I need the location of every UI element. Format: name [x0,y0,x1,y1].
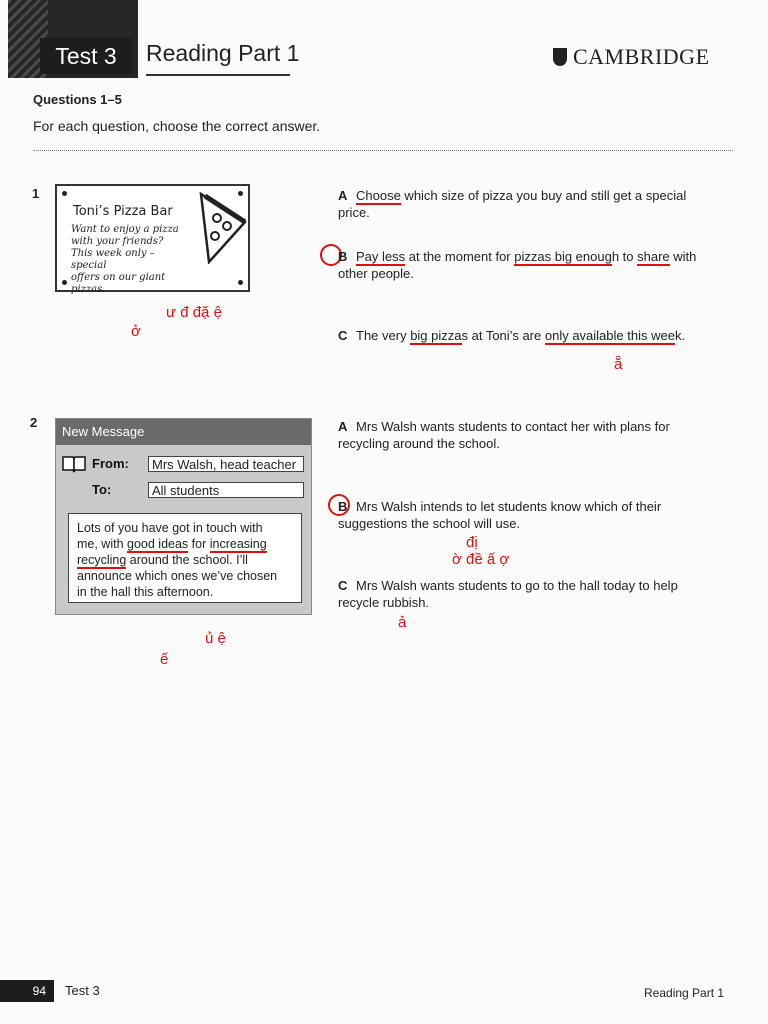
option-letter: B [338,499,348,514]
page-number: 94 [0,980,54,1002]
address-book-icon [62,455,86,473]
option-letter: A [338,188,348,203]
option-text: The very [356,328,411,343]
handwritten-note: ư đ đặ ệ [166,304,222,321]
q1-option-b[interactable] [338,248,713,282]
questions-range: Questions 1–5 [33,92,122,107]
handwritten-note: ở [131,323,141,340]
handwritten-note: đị [466,534,478,551]
pizza-slice-icon [195,192,249,264]
pizza-notice [55,184,250,295]
option-text: Mrs Walsh wants students to go to the hall today to help recycle rubbish. [338,578,678,610]
notice-text [71,224,191,296]
q1-option-a[interactable] [338,187,718,221]
to-field: All students [148,482,304,498]
part-title-rule [146,74,290,76]
from-label: From: [92,456,129,471]
option-text: s at Toni’s are [461,328,545,343]
from-field: Mrs Walsh, head teacher [148,456,304,472]
handwritten-note: ế [160,651,169,668]
q1-option-c[interactable] [338,327,718,344]
underlined-text: recycling [77,553,127,567]
notice-line: offers on our giant pizzas. [71,272,166,295]
shield-icon [553,48,567,66]
option-text: Mrs Walsh intends to let students know which of their suggestions the school will use. [338,499,662,531]
instruction: For each question, choose the correct answer. [33,118,321,134]
question-number-1: 1 [32,186,40,201]
handwritten-note: ẵ [614,356,623,373]
option-text: h to [611,249,638,264]
option-text: at the moment for [405,249,515,264]
part-title: Reading Part 1 [146,40,300,66]
underlined-text: Pay less [356,249,406,264]
pin-icon [62,280,67,285]
body-text: me, with [77,537,128,551]
underlined-text: good ideas [127,537,189,551]
body-line: Lots of you have got in touch with [77,521,263,535]
underlined-text: share [637,249,670,264]
question-number-2: 2 [30,415,38,430]
body-line: announce which ones we’ve chosen [77,569,278,583]
handwritten-note: ờ đề ấ ợ [452,551,510,568]
notice-title: Toni’s Pizza Bar [73,204,173,219]
handwritten-note: ủ ệ [205,630,226,647]
footer-test-label: Test 3 [65,983,100,998]
pin-icon [238,280,243,285]
body-line [77,536,293,552]
underlined-text: pizzas big enoug [514,249,612,264]
dotted-divider [33,150,733,151]
handwritten-note: ả [398,614,407,631]
body-line [77,552,293,568]
body-text: around the school. I’ll [126,553,248,567]
underlined-text: Choose [356,188,401,203]
q2-option-c[interactable] [338,577,698,611]
to-label: To: [92,482,112,497]
notice-line: with your friends? [71,236,164,247]
notice-line: This week only – special [71,248,155,271]
message-window [55,418,312,615]
notice-line: Want to enjoy a pizza [71,224,179,235]
message-body [68,513,302,603]
underlined-text: big pizza [410,328,462,343]
message-window-title: New Message [56,419,311,445]
underlined-text: increasing [209,537,267,551]
brand-name: CAMBRIDGE [573,44,710,69]
option-letter: A [338,419,348,434]
option-text: which size of pizza you buy and still get a special price. [338,188,687,220]
option-letter: C [338,328,348,343]
cambridge-logo [553,44,710,70]
pin-icon [62,191,67,196]
underlined-text: only available this wee [544,328,675,343]
body-text: for [188,537,210,551]
option-letter: B [338,249,348,264]
test-label: Test 3 [40,38,132,74]
option-letter: C [338,578,348,593]
option-text: Mrs Walsh wants students to contact her with plans for recycling around the school. [338,419,670,451]
q2-option-b[interactable] [338,498,698,532]
option-text: with other people. [338,249,697,281]
body-line: in the hall this afternoon. [77,585,214,599]
footer-part-label: Reading Part 1 [644,986,725,1000]
q2-option-a[interactable] [338,418,698,452]
option-text: k. [674,328,686,343]
